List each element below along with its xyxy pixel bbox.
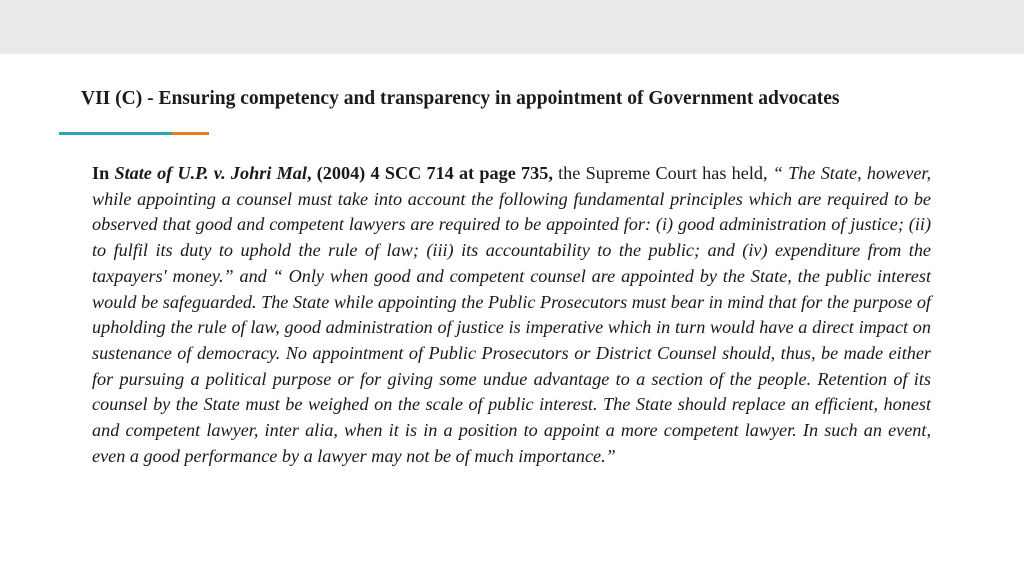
title-underline-teal [59,132,172,135]
slide-title: VII (C) - Ensuring competency and transparency in appointment of Government advocates [81,88,840,109]
case-citation: , (2004) 4 SCC 714 at page 735, [306,163,553,183]
case-name: State of U.P. v. Johri Mal [114,163,307,183]
top-band [0,0,1024,54]
body-paragraph [92,161,931,469]
title-underline-orange [172,132,209,135]
quoted-text: “ The State, however, while appointing a counsel must take into account the following fundamental principles which are required to be observed that good and competent lawyers are required to be appointed for: (i) good administration of justice; (ii) to fulfil its duty to uphold the rule of law; (iii) its accountability to the public; and (iv) expenditure from the taxpayers' money.” and “ Only when good and competent counsel are appointed by the State, the public interest would be safeguarded. The State while appointing the Public Prosecutors must bear in mind that for the purpose of upholding the rule of law, good administration of justice is imperative which in turn would have a direct impact on sustenance of democracy. No appointment of Public Prosecutors or District Counsel should, thus, be made either for pursuing a political purpose or for giving some undue advantage to a section of the people. Retention of its counsel by the State must be weighed on the scale of public interest. The State should replace an efficient, honest and competent lawyer, inter alia, when it is in a position to appoint a more competent lawyer. In such an event, even a good performance by a lawyer may not be of much importance.” [92,163,932,466]
lead-in-text: In [92,163,115,183]
attribution-text: the Supreme Court has held, [552,163,773,183]
